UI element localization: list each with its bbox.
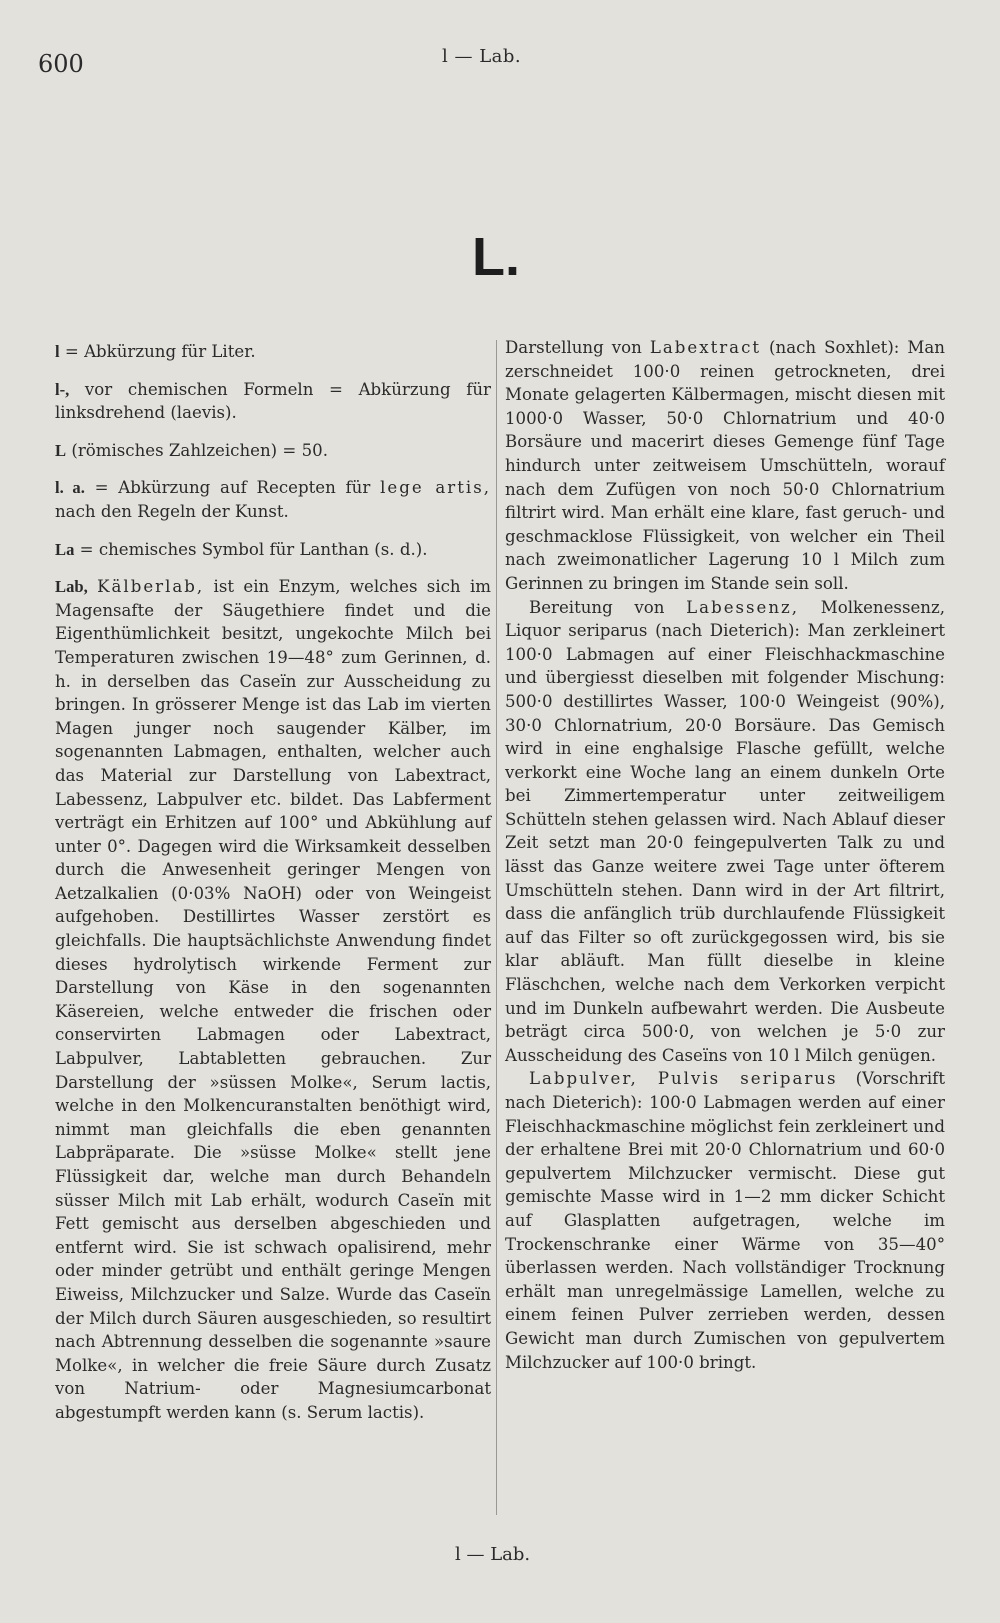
spaced-term: Labextract <box>649 338 762 357</box>
paragraph-text: (Vorschrift nach Dieterich): 100·0 Labmagen werden auf einer Fleischhackmaschine möglichst fein zerkleinert und der erhaltene Brei mit 20·0 Chlornatrium und 60·0 gepulvertem Milchzucker vermischt. Diese gut gemischte Masse wird in 1—2 mm dicker Schicht auf Glasplatten aufgetragen, welche im Trockenschranke einer Wärme von 35—40° überlassen werden. Nach vollständiger Trocknung erhält man unregelmässige Lamellen, welche zu einem feinen Pulver zerrieben werden, dessen Gewicht man durch Zumischen von gepulvertem Milchzucker auf 100·0 bringt. <box>505 1069 945 1372</box>
entry-lab <box>55 575 491 1424</box>
spaced-term: Labessenz, <box>686 597 800 617</box>
paragraph-text: Bereitung von <box>529 597 687 617</box>
paragraph-text: Darstellung von <box>505 338 650 357</box>
entry-text: (römisches Zahlzeichen) = 50. <box>66 440 328 460</box>
entry-headword: L <box>55 440 67 460</box>
running-head: l — Lab. <box>442 46 522 67</box>
paragraph-text: Molkenessenz, Liquor seriparus (nach Dieterich): Man zerkleinert 100·0 Labmagen auf einer Fleischhackmaschine und übergiesst dieselben mit folgender Mischung: 500·0 destillirtes Wasser, 100·0 Weingeist (90%), 30·0 Chlornatrium, 20·0 Borsäure. Das Gemisch wird in eine enghalsige Flasche gefüllt, welche verkorkt eine Woche lang an einem dunkeln Orte bei Zimmertemperatur unter zeitweiligem Schütteln stehen gelassen wird. Nach Ablauf dieser Zeit setzt man 20·0 feingepulverten Talk zu und lässt das Ganze weitere zwei Tage unter öfterem Umschütteln stehen. Dann wird in der Art filtrirt, dass die anfänglich trüb durchlaufende Flüssigkeit auf das Filter so oft zurückgegossen wird, bis sie klar abläuft. Man füllt dieselbe in kleine Fläschchen, welche nach dem Verkorken verpicht und im Dunkeln aufbewahrt werden. Die Ausbeute beträgt circa 500·0, von welchen je 5·0 zur Ausscheidung des Caseïns von 10 l Milch genügen. <box>505 597 945 1065</box>
entry-headword: l. a. <box>55 478 85 498</box>
entry-l-prefix <box>55 378 491 425</box>
entry-headword: l <box>55 342 60 361</box>
entry-text: = chemisches Symbol für Lanthan (s. d.). <box>74 539 428 559</box>
entry-text: vor chemischen Formeln = Abkürzung für linksdrehend (laevis). <box>55 379 491 423</box>
paragraph-labpulver <box>505 1067 945 1374</box>
entry-la <box>55 538 491 562</box>
entry-headword: l-, <box>55 379 70 399</box>
entry-spaced-term: Kälberlab, <box>97 577 205 597</box>
column-divider <box>496 340 497 1515</box>
paragraph-text: (nach Soxhlet): Man zerschneidet 100·0 reinen getrockneten, drei Monate gelagerten Kälbermagen, mischt diesen mit 1000·0 Wasser, 50·0 Chlornatrium und 40·0 Borsäure und macerirt dieses Gemenge fünf Tage hindurch unter zeitweisem Umschütteln, worauf nach dem Zufügen von noch 50·0 Chlornatrium filtrirt wird. Man erhält eine klare, fast geruch- und geschmacklose Flüssigkeit, von welcher ein Theil nach zweimonatlicher Lagerung 10 l Milch zum Gerinnen zu bringen im Stande sein soll. <box>505 338 945 593</box>
section-letter: L. <box>472 227 520 287</box>
paragraph-labessenz <box>505 596 945 1068</box>
left-column <box>55 340 491 1425</box>
paragraph-labextract <box>505 336 945 596</box>
page-number: 600 <box>38 50 84 78</box>
entry-l <box>55 340 491 364</box>
entry-text: nach den Regeln der Kunst. <box>55 501 289 521</box>
entry-text: = Abkürzung auf Recepten für <box>84 478 381 498</box>
entry-text: = Abkürzung für Liter. <box>59 342 256 361</box>
entry-l-a <box>55 476 491 523</box>
entry-roman-l <box>55 439 491 463</box>
page-footer: l — Lab. <box>455 1544 531 1565</box>
entry-headword: Lab, <box>55 577 88 597</box>
entry-text: ist ein Enzym, welches sich im Magensafte der Säugethiere findet und die Eigenthümlichkeit besitzt, ungekochte Milch bei Temperaturen zwischen 19—48° zum Gerinnen, d. h. in derselben das Caseïn zur Ausscheidung zu bringen. In grösserer Menge ist das Lab im vierten Magen junger noch saugender Kälber, im sogenannten Labmagen, enthalten, welcher auch das Material zur Darstellung von Labextract, Labessenz, Labpulver etc. bildet. Das Labferment verträgt ein Erhitzen auf 100° und Abkühlung auf unter 0°. Dagegen wird die Wirksamkeit desselben durch die Anwesenheit geringer Mengen von Aetzalkalien (0·03% NaOH) oder von Weingeist aufgehoben. Destillirtes Wasser zerstört es gleichfalls. Die hauptsächlichste Anwendung findet dieses hydrolytisch wirkende Ferment zur Darstellung von Käse in den sogenannten Käsereien, welche entweder die frischen oder conservirten Labmagen oder Labextract, Labpulver, Labtabletten gebrauchen. Zur Darstellung der »süssen Molke«, Serum lactis, welche in den Molkencuranstalten benöthigt wird, nimmt man gleichfalls die eben genannten Labpräparate. Die »süsse Molke« stellt jene Flüssigkeit dar, welche man durch Behandeln süsser Milch mit Lab erhält, wodurch Caseïn mit Fett gemischt aus derselben abgeschieden und entfernt wird. Sie ist schwach opalisirend, mehr oder minder getrübt und enthält geringe Mengen Eiweiss, Milchzucker und Salze. Wurde das Caseïn der Milch durch Säuren ausgeschieden, so resultirt nach Abtrennung desselben die sogenannte »saure Molke«, in welcher die freie Säure durch Zusatz von Natrium- oder Magnesiumcarbonat abgestumpft werden kann (s. Serum lactis). <box>55 577 492 1422</box>
entry-text <box>88 577 97 596</box>
right-column <box>505 336 945 1374</box>
entry-headword: La <box>55 539 75 559</box>
spaced-term: Labpulver, Pulvis seriparus <box>529 1069 838 1089</box>
entry-spaced-term: lege artis, <box>380 478 492 498</box>
